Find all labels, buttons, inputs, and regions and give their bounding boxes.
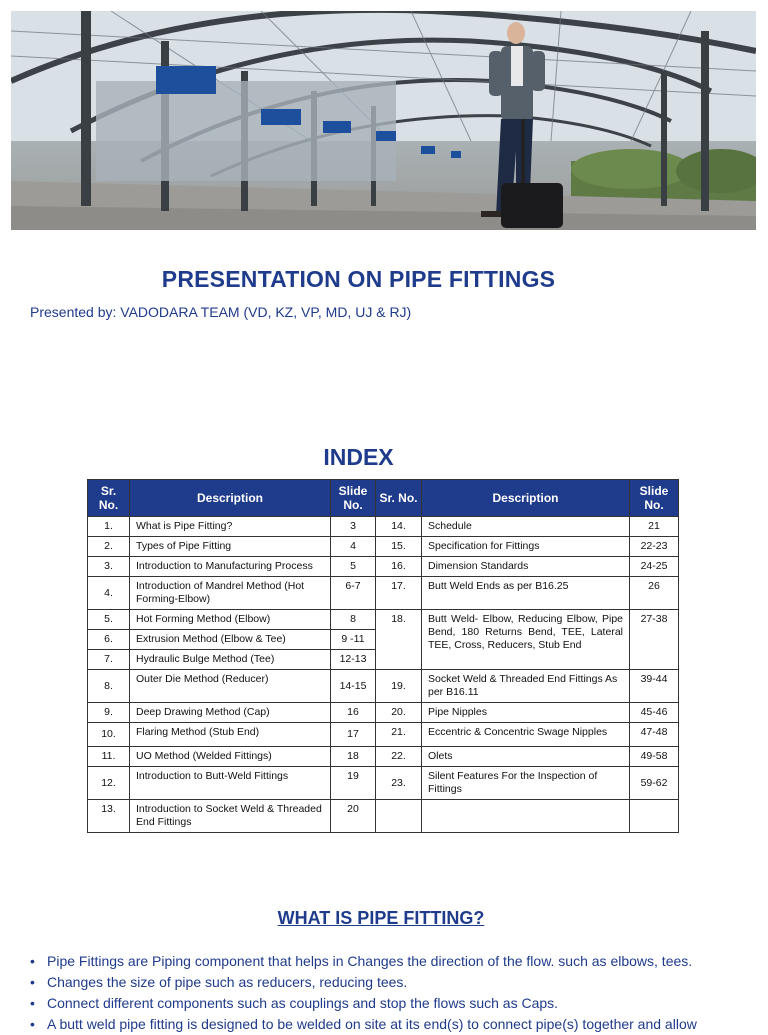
list-item: • Pipe Fittings are Piping component that helps in Changes the direction of the flow. such as elbows, tees.: [30, 951, 768, 972]
slide-cell: 17: [331, 723, 376, 747]
table-row: [88, 703, 679, 723]
presented-by: Presented by: VADODARA TEAM (VD, KZ, VP, MD, UJ & RJ): [30, 304, 412, 320]
desc-cell: Silent Features For the Inspection of Fittings: [422, 767, 630, 800]
empty-cell: [376, 800, 422, 833]
table-row: [88, 557, 679, 577]
empty-cell: [422, 800, 630, 833]
desc-cell: What is Pipe Fitting?: [130, 517, 331, 537]
slide-cell: 59-62: [630, 767, 679, 800]
header-slide-no: Slide No.: [331, 480, 376, 517]
sr-cell: 22.: [376, 747, 422, 767]
slide-cell: 16: [331, 703, 376, 723]
what-is-heading: [0, 908, 762, 929]
table-row: [88, 670, 679, 703]
header-photo: [11, 11, 756, 230]
slide-cell: 4: [331, 537, 376, 557]
slide-cell: 18: [331, 747, 376, 767]
header-description: Description: [422, 480, 630, 517]
index-heading: INDEX: [323, 444, 394, 470]
table-row: [88, 723, 679, 747]
desc-cell: Olets: [422, 747, 630, 767]
slide-cell: 47-48: [630, 723, 679, 747]
desc-cell: Socket Weld & Threaded End Fittings As per B16.11: [422, 670, 630, 703]
slide-cell: 27-38: [630, 610, 679, 670]
slide-cell: 14-15: [331, 670, 376, 703]
sr-cell: 1.: [88, 517, 130, 537]
sr-cell: 11.: [88, 747, 130, 767]
slide-cell: 49-58: [630, 747, 679, 767]
sr-cell: 18.: [376, 610, 422, 670]
table-row: [88, 577, 679, 610]
list-item: • A butt weld pipe fitting is designed to be welded on site at its end(s) to connect pipe(s) together and allow: [30, 1014, 768, 1035]
desc-cell: Hydraulic Bulge Method (Tee): [130, 650, 331, 670]
desc-cell: Extrusion Method (Elbow & Tee): [130, 630, 331, 650]
desc-cell: Eccentric & Concentric Swage Nipples: [422, 723, 630, 747]
slide-cell: 6-7: [331, 577, 376, 610]
slide-cell: 8: [331, 610, 376, 630]
table-row: [88, 537, 679, 557]
desc-cell: Dimension Standards: [422, 557, 630, 577]
desc-cell: Types of Pipe Fitting: [130, 537, 331, 557]
table-row: [88, 747, 679, 767]
desc-cell: Deep Drawing Method (Cap): [130, 703, 331, 723]
slide-cell: 20: [331, 800, 376, 833]
desc-cell: Specification for Fittings: [422, 537, 630, 557]
sr-cell: 13.: [88, 800, 130, 833]
sr-cell: 21.: [376, 723, 422, 747]
table-row: [88, 610, 679, 630]
table-row: [88, 767, 679, 800]
sr-cell: 8.: [88, 670, 130, 703]
bullet-list: [30, 951, 768, 1035]
slide-cell: 9 -11: [331, 630, 376, 650]
sr-cell: 14.: [376, 517, 422, 537]
header-sr-no: Sr. No.: [376, 480, 422, 517]
slide-cell: 19: [331, 767, 376, 800]
sr-cell: 2.: [88, 537, 130, 557]
desc-cell: Schedule: [422, 517, 630, 537]
desc-cell: Flaring Method (Stub End): [130, 723, 331, 747]
sr-cell: 23.: [376, 767, 422, 800]
table-header-row: [88, 480, 679, 517]
desc-cell: Butt Weld- Elbow, Reducing Elbow, Pipe Bend, 180 Returns Bend, TEE, Lateral TEE, Cross, Reducers, Stub End: [422, 610, 630, 670]
sr-cell: 16.: [376, 557, 422, 577]
sr-cell: 17.: [376, 577, 422, 610]
slide-cell: 3: [331, 517, 376, 537]
list-item: • Changes the size of pipe such as reducers, reducing tees.: [30, 972, 768, 993]
sr-cell: 6.: [88, 630, 130, 650]
slide-cell: 24-25: [630, 557, 679, 577]
list-item: • Connect different components such as couplings and stop the flows such as Caps.: [30, 993, 768, 1014]
sr-cell: 12.: [88, 767, 130, 800]
slide-cell: 39-44: [630, 670, 679, 703]
slide-cell: 26: [630, 577, 679, 610]
slide-cell: 45-46: [630, 703, 679, 723]
slide-cell: 12-13: [331, 650, 376, 670]
desc-cell: Butt Weld Ends as per B16.25: [422, 577, 630, 610]
desc-cell: Introduction to Socket Weld & Threaded End Fittings: [130, 800, 331, 833]
table-row: [88, 800, 679, 833]
sr-cell: 15.: [376, 537, 422, 557]
sr-cell: 9.: [88, 703, 130, 723]
header-sr-no: Sr. No.: [88, 480, 130, 517]
desc-cell: Introduction of Mandrel Method (Hot Forming-Elbow): [130, 577, 331, 610]
sr-cell: 3.: [88, 557, 130, 577]
desc-cell: UO Method (Welded Fittings): [130, 747, 331, 767]
header-slide-no: Slide No.: [630, 480, 679, 517]
desc-cell: Introduction to Butt-Weld Fittings: [130, 767, 331, 800]
page-title: PRESENTATION ON PIPE FITTINGS: [161, 266, 556, 292]
sr-cell: 19.: [376, 670, 422, 703]
sr-cell: 4.: [88, 577, 130, 610]
header-description: Description: [130, 480, 331, 517]
desc-cell: Introduction to Manufacturing Process: [130, 557, 331, 577]
table-row: [88, 517, 679, 537]
desc-cell: Hot Forming Method (Elbow): [130, 610, 331, 630]
sr-cell: 5.: [88, 610, 130, 630]
sr-cell: 7.: [88, 650, 130, 670]
desc-cell: Outer Die Method (Reducer): [130, 670, 331, 703]
what-is-heading-text: WHAT IS PIPE FITTING?: [277, 908, 485, 928]
sr-cell: 10.: [88, 723, 130, 747]
sr-cell: 20.: [376, 703, 422, 723]
slide-cell: 5: [331, 557, 376, 577]
slide-cell: 22-23: [630, 537, 679, 557]
slide-cell: 21: [630, 517, 679, 537]
empty-cell: [630, 800, 679, 833]
desc-cell: Pipe Nipples: [422, 703, 630, 723]
index-table: [87, 479, 679, 833]
